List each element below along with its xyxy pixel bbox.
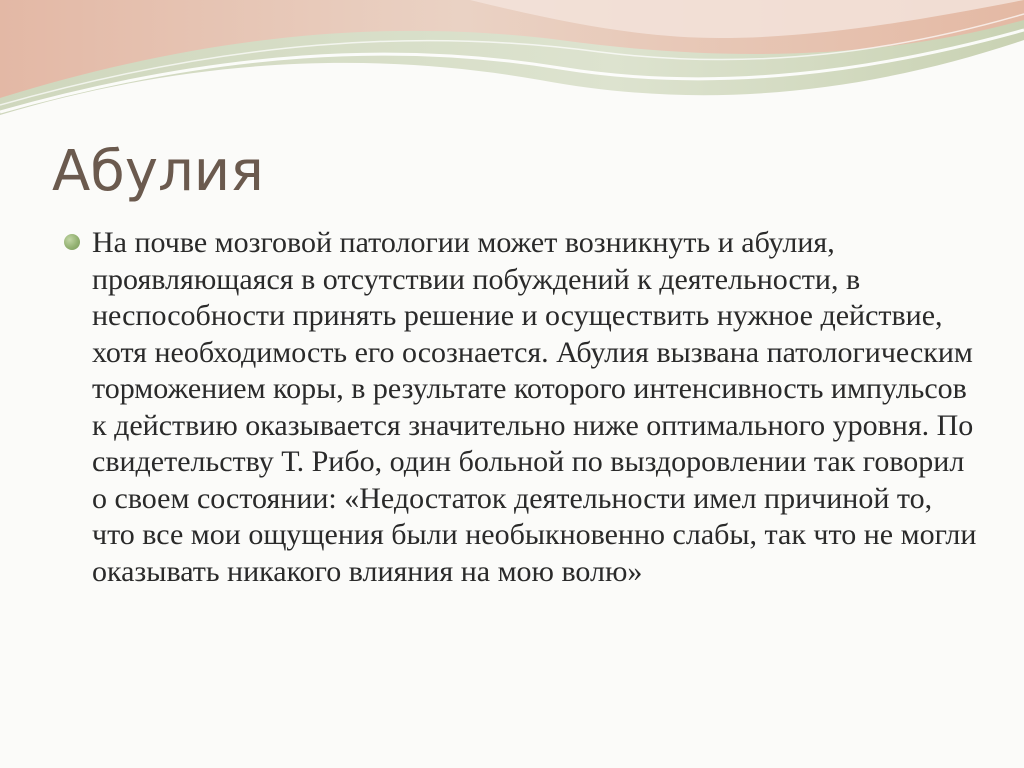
slide-content bbox=[60, 225, 980, 590]
decorative-wave-header bbox=[0, 0, 1024, 130]
bullet-dot-icon bbox=[64, 234, 80, 250]
bullet-item bbox=[60, 225, 980, 590]
bullet-text: На почве мозговой патологии может возникнуть и абулия, проявляющаяся в отсутствии побуждений к деятельности, в неспособности принять решение и осуществить нужное действие, хотя необходимость его осознается. Абулия вызвана патологическим торможением коры, в результате которого интенсивность импульсов к действию оказывается значительно ниже оптимального уровня. По свидетельству Т. Рибо, один больной по выздоровлении так говорил о своем состоянии: «Недостаток деятельности имел причиной то, что все мои ощущения были необыкновенно слабы, так что не могли оказывать никакого влияния на мою волю» bbox=[92, 226, 977, 588]
slide-title: Абулия bbox=[52, 139, 264, 204]
